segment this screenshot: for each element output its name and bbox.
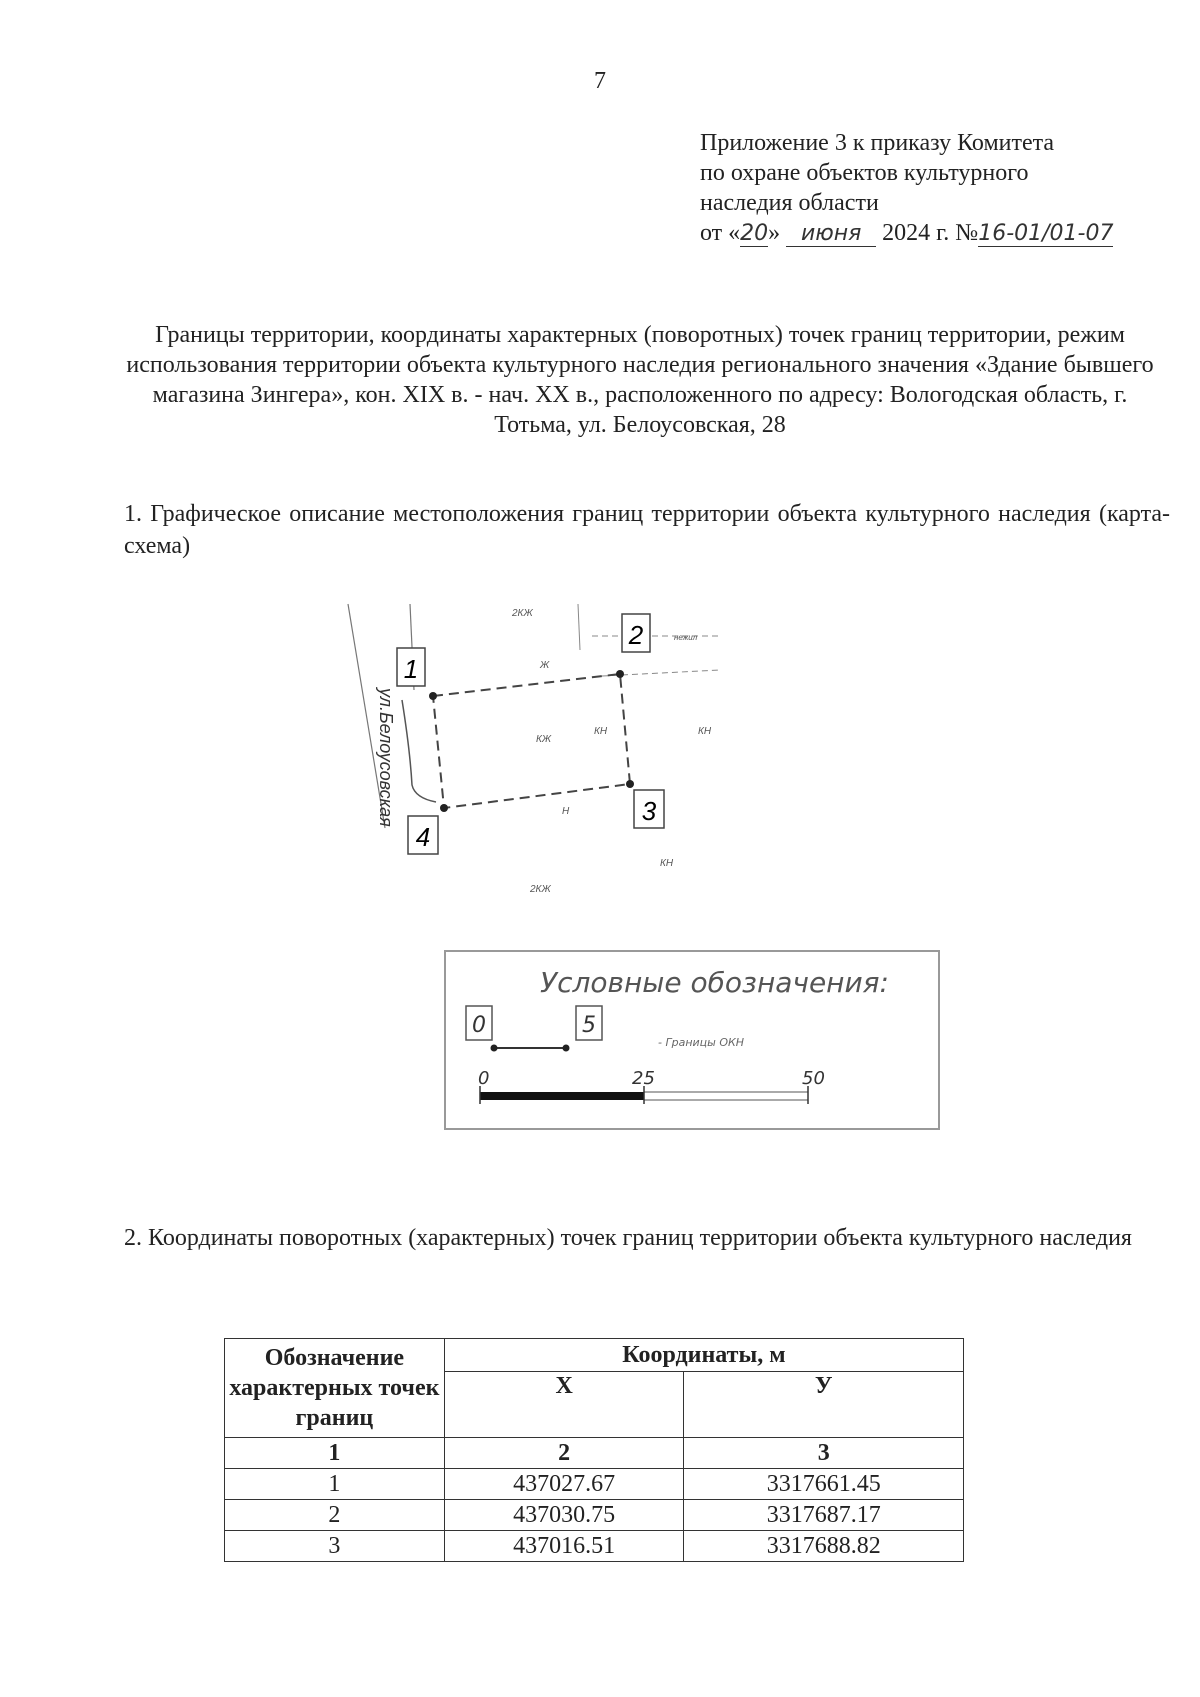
date-prefix: от « <box>700 220 741 246</box>
column-number: 1 <box>225 1438 445 1469</box>
zone-label: нежил <box>674 633 698 642</box>
date-mid: » <box>768 220 781 246</box>
scale-label-25: 25 <box>632 1068 655 1089</box>
header-designation: Обозначение характерных точек границ <box>225 1339 445 1438</box>
street-name: ул.Белоусовская <box>376 688 396 827</box>
zone-label: 2КЖ <box>530 884 551 895</box>
header-x: X <box>444 1372 684 1438</box>
scale-label-50: 50 <box>802 1068 825 1089</box>
zone-label: 2КЖ <box>512 608 533 619</box>
table-row <box>225 1500 964 1531</box>
scale-label-0: 0 <box>478 1068 490 1089</box>
appendix-date-line <box>700 218 1170 248</box>
legend-title: Условные обозначения: <box>540 966 889 999</box>
boundary-point-2 <box>616 670 624 678</box>
boundary-point-3 <box>626 780 634 788</box>
column-number: 2 <box>444 1438 684 1469</box>
table-row <box>225 1469 964 1500</box>
point-label-4: 4 <box>415 822 431 852</box>
appendix-line-3: наследия области <box>700 190 879 216</box>
date-year: 2024 г. № <box>882 220 979 246</box>
coord-y: 3317687.17 <box>684 1500 964 1531</box>
appendix-line-2: по охране объектов культурного <box>700 160 1029 186</box>
legend-sample-start: 0 <box>472 1013 486 1038</box>
coord-y: 3317661.45 <box>684 1469 964 1500</box>
heritage-boundary <box>433 674 630 808</box>
table-row <box>225 1531 964 1562</box>
coord-y: 3317688.82 <box>684 1531 964 1562</box>
order-number: 16-01/01-07 <box>978 221 1114 246</box>
point-id: 3 <box>225 1531 445 1562</box>
legend-graphic <box>446 952 938 1128</box>
appendix-header <box>700 128 1170 248</box>
coord-x: 437027.67 <box>444 1469 684 1500</box>
zone-label: КН <box>698 726 712 737</box>
point-label-3: 3 <box>641 796 657 826</box>
zone-label: КН <box>660 858 674 869</box>
point-label-2: 2 <box>628 620 644 650</box>
zone-label: Ж <box>540 660 550 671</box>
scale-bar-empty <box>644 1092 808 1100</box>
boundary-point-1 <box>429 692 437 700</box>
section-1-heading: 1. Графическое описание местоположения границ территории объекта культурного наследия (карта-схема) <box>124 501 1170 559</box>
scale-bar-filled <box>480 1092 644 1100</box>
point-id: 1 <box>225 1469 445 1500</box>
page-number: 7 <box>594 68 606 94</box>
boundary-point-4 <box>440 804 448 812</box>
date-day: 20 <box>740 221 769 246</box>
appendix-line-1: Приложение 3 к приказу Комитета <box>700 130 1055 156</box>
legend-description: - Границы ОКН <box>658 1036 745 1049</box>
site-map <box>340 600 720 900</box>
zone-label: КН <box>594 726 608 737</box>
point-id: 2 <box>225 1500 445 1531</box>
date-month: июня <box>786 222 876 247</box>
street-curb <box>402 700 436 802</box>
header-coordinates: Координаты, м <box>444 1339 963 1372</box>
header-y: У <box>684 1372 964 1438</box>
point-label-1: 1 <box>403 654 419 684</box>
zone-label: Н <box>562 806 570 817</box>
column-number: 3 <box>684 1438 964 1469</box>
legend <box>444 950 940 1130</box>
zone-label: КЖ <box>536 734 552 745</box>
neighbor-boundary-3 <box>578 604 580 650</box>
section-2-heading: 2. Координаты поворотных (характерных) точек границ территории объекта культурного наследия <box>124 1225 1132 1251</box>
coordinates-table <box>224 1338 964 1562</box>
legend-sample-end: 5 <box>582 1013 596 1038</box>
document-title: Границы территории, координаты характерных (поворотных) точек границ территории, режим использования территории объекта культурного наследия регионального значения «Здание бывшего магазина Зингера», кон. XIX в. - нач. XX в., расположенного по адресу: Вологодская область, г. Тотьма, ул. Белоусовская, 28 <box>126 322 1154 438</box>
coord-x: 437030.75 <box>444 1500 684 1531</box>
coord-x: 437016.51 <box>444 1531 684 1562</box>
